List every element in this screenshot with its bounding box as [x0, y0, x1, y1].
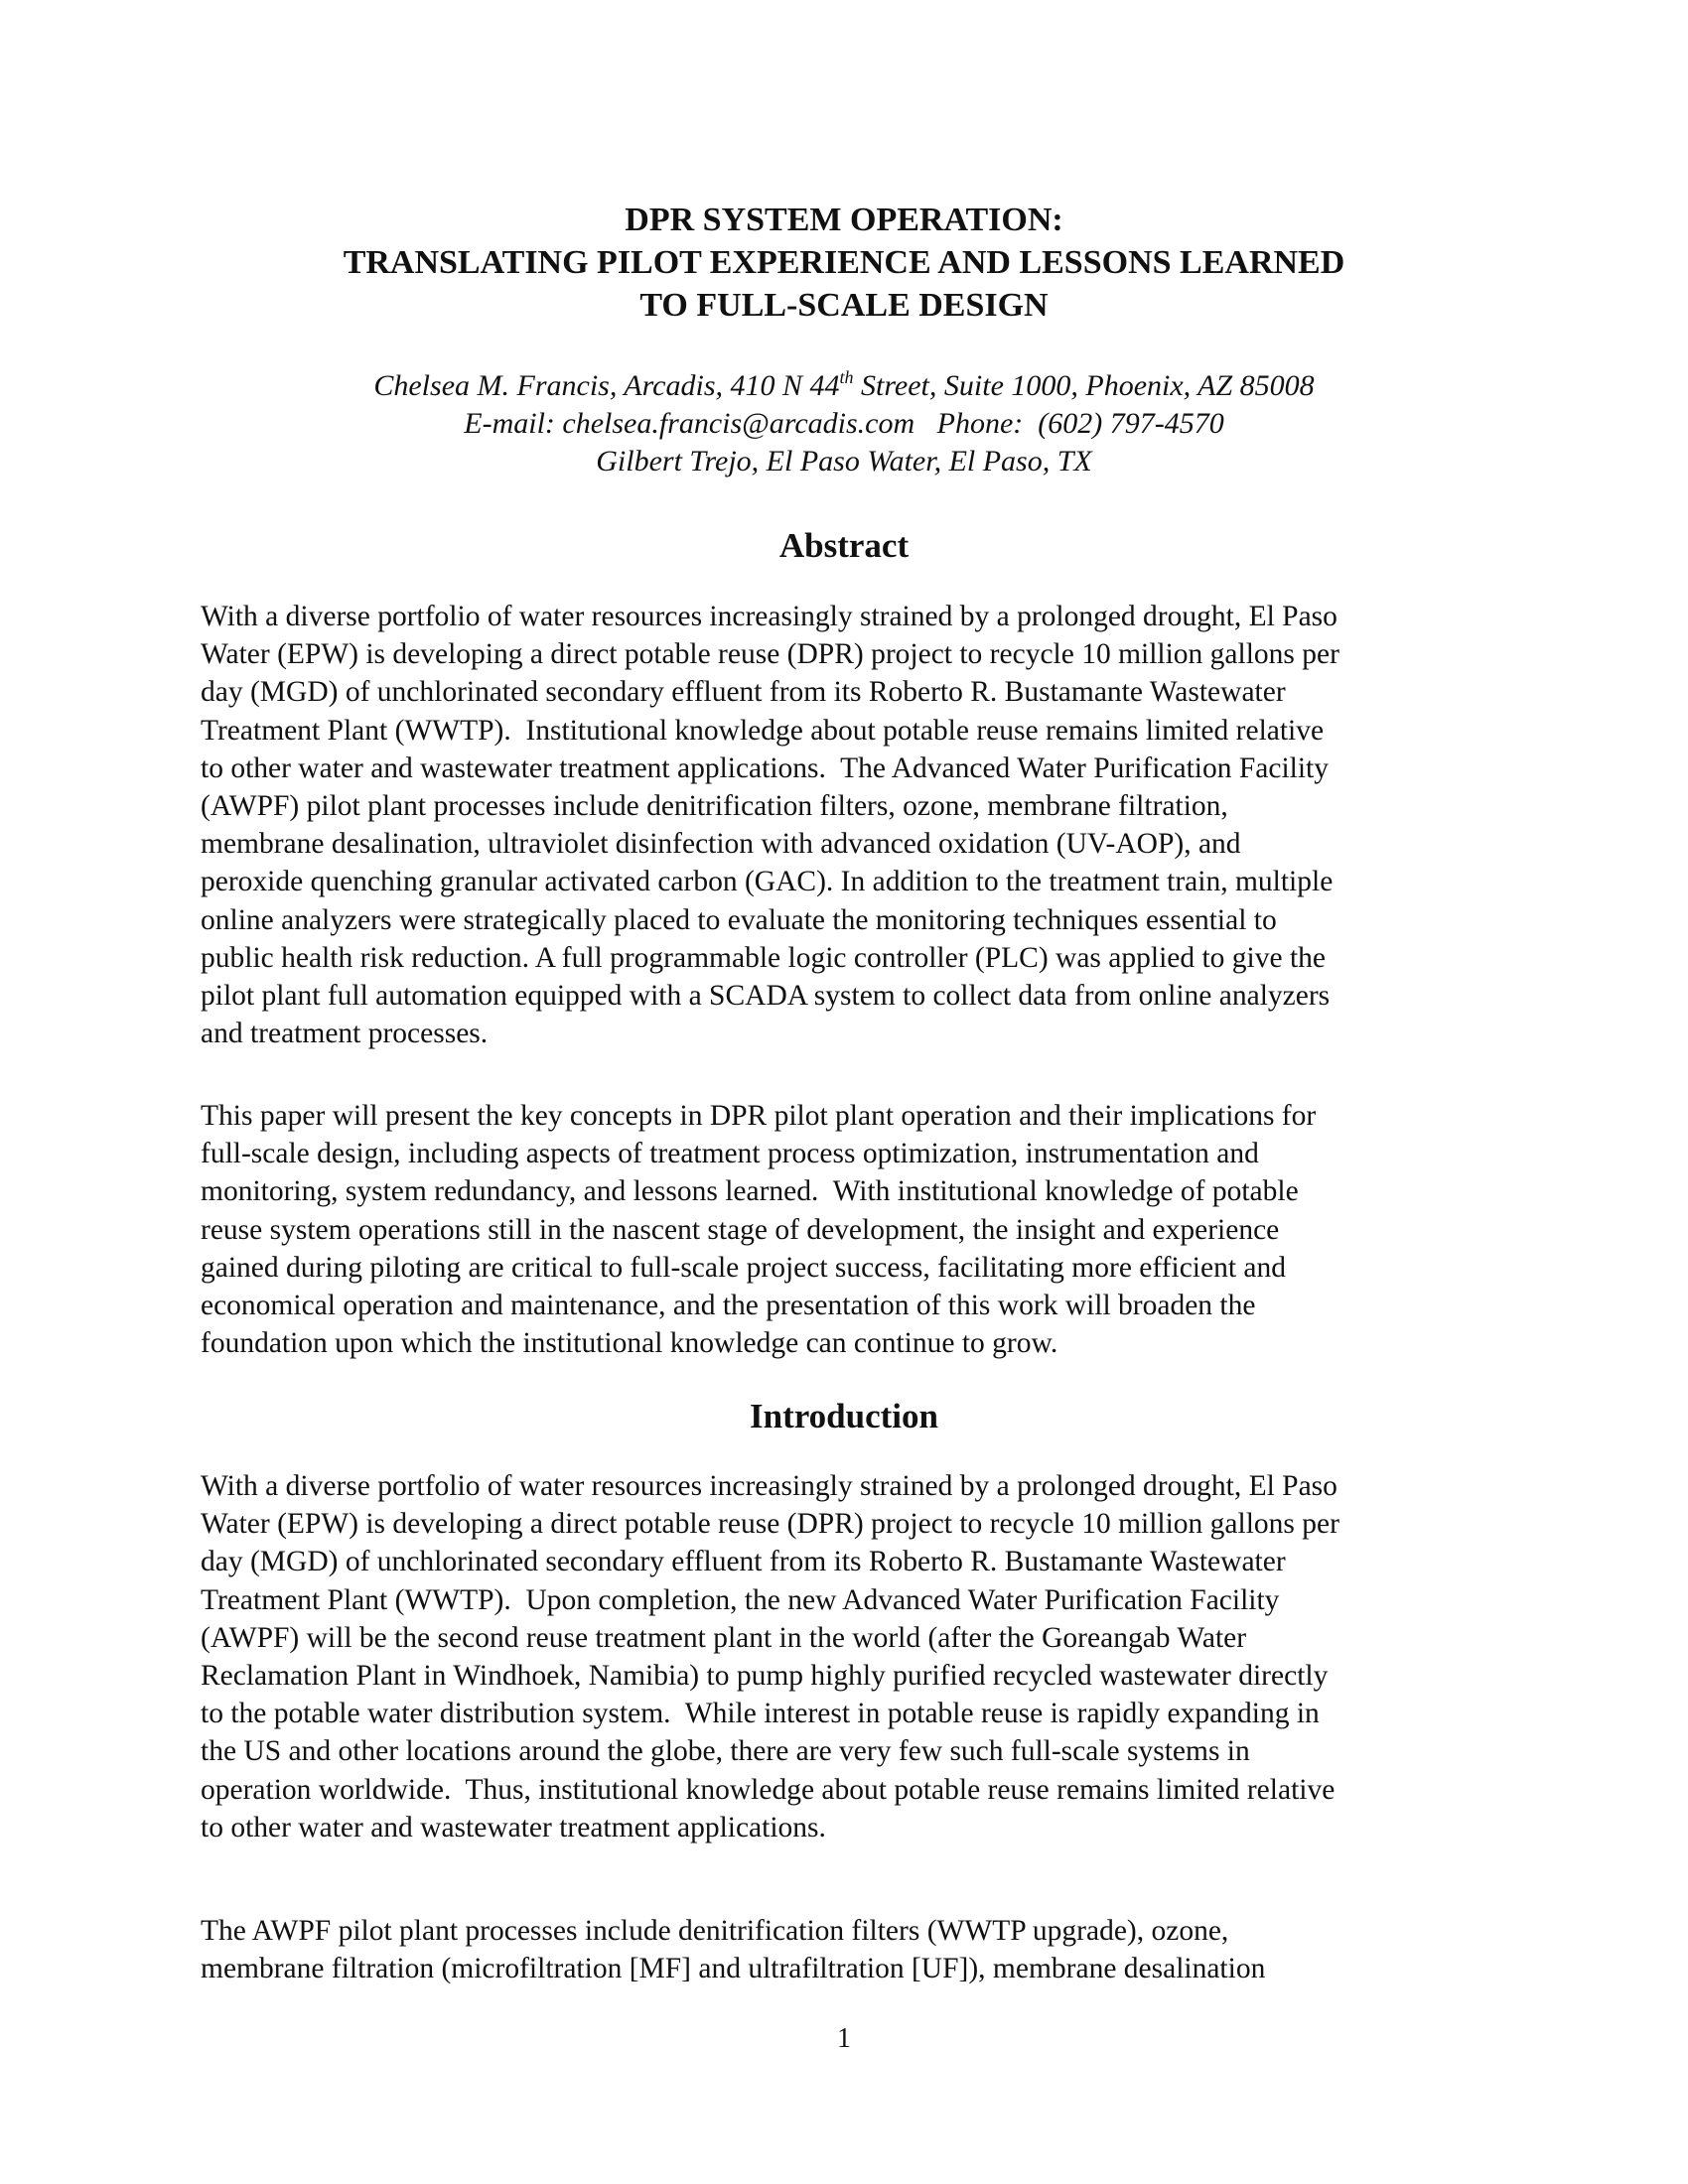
text-line: public health risk reduction. A full programmable logic controller (PLC) was applied to give the — [201, 941, 1327, 974]
text-line: peroxide quenching granular activated carbon (GAC). In addition to the treatment train, multiple — [201, 866, 1334, 898]
text-line: (AWPF) will be the second reuse treatment plant in the world (after the Goreangab Water — [201, 1621, 1247, 1654]
text-line: With a diverse portfolio of water resources increasingly strained by a prolonged drought, El Paso — [201, 1470, 1337, 1502]
text-line: pilot plant full automation equipped with a SCADA system to collect data from online analyzers — [201, 980, 1331, 1013]
paper-title — [0, 199, 1688, 327]
text-line: Reclamation Plant in Windhoek, Namibia) to pump highly purified recycled wastewater directly — [201, 1660, 1329, 1693]
text-line: day (MGD) of unchlorinated secondary effluent from its Roberto R. Bustamante Wastewater — [201, 676, 1286, 709]
text-line: Treatment Plant (WWTP). Institutional knowledge about potable reuse remains limited relative — [201, 714, 1325, 747]
text-line: reuse system operations still in the nascent stage of development, the insight and experience — [201, 1213, 1280, 1246]
text-line: day (MGD) of unchlorinated secondary effluent from its Roberto R. Bustamante Wastewater — [201, 1546, 1286, 1578]
abstract-paragraph-1 — [201, 598, 1501, 1052]
text-line: Water (EPW) is developing a direct potable reuse (DPR) project to recycle 10 million gallons per — [201, 1508, 1339, 1541]
text-line: to other water and wastewater treatment applications. The Advanced Water Purification Facility — [201, 751, 1329, 784]
author-affiliation-line — [0, 367, 1688, 405]
author-contact-line: E-mail: chelsea.francis@arcadis.com Phone: (602) 797-4570 — [464, 407, 1224, 440]
text-line: online analyzers were strategically placed to evaluate the monitoring techniques essential to — [201, 903, 1277, 936]
abstract-paragraph-2 — [201, 1097, 1501, 1362]
text-line: full-scale design, including aspects of treatment process optimization, instrumentation and — [201, 1138, 1259, 1170]
author-affiliation-text: Chelsea M. Francis, Arcadis, 410 N 44 — [373, 369, 840, 402]
text-line: foundation upon which the institutional knowledge can continue to grow. — [201, 1327, 1058, 1360]
text-line: membrane filtration (microfiltration [MF] and ultrafiltration [UF]), membrane desalination — [201, 1953, 1266, 1985]
introduction-paragraph-1 — [201, 1467, 1501, 1846]
text-line: gained during piloting are critical to full-scale project success, facilitating more efficient and — [201, 1251, 1286, 1284]
coauthor-line: Gilbert Trejo, El Paso Water, El Paso, TX — [596, 445, 1092, 478]
text-line: the US and other locations around the globe, there are very few such full-scale systems in — [201, 1735, 1250, 1768]
text-line: Treatment Plant (WWTP). Upon completion, the new Advanced Water Purification Facility — [201, 1583, 1280, 1616]
abstract-heading: Abstract — [778, 526, 910, 565]
title-line: TO FULL-SCALE DESIGN — [639, 287, 1049, 324]
author-block — [0, 367, 1688, 480]
text-line: The AWPF pilot plant processes include denitrification filters (WWTP upgrade), ozone, — [201, 1915, 1229, 1947]
text-line: With a diverse portfolio of water resources increasingly strained by a prolonged drought, El Paso — [201, 601, 1337, 632]
text-line: economical operation and maintenance, and the presentation of this work will broaden the — [201, 1290, 1256, 1322]
text-line: (AWPF) pilot plant processes include denitrification filters, ozone, membrane filtration, — [201, 790, 1228, 823]
text-line: operation worldwide. Thus, institutional knowledge about potable reuse remains limited relative — [201, 1773, 1336, 1806]
title-line: TRANSLATING PILOT EXPERIENCE AND LESSONS LEARNED — [343, 244, 1345, 281]
introduction-heading: Introduction — [750, 1397, 938, 1435]
ordinal-superscript: th — [839, 367, 854, 387]
introduction-paragraph-2 — [201, 1912, 1501, 1987]
text-line: This paper will present the key concepts in DPR pilot plant operation and their implications for — [201, 1100, 1317, 1132]
text-line: membrane desalination, ultraviolet disinfection with advanced oxidation (UV-AOP), and — [201, 828, 1241, 861]
title-line: DPR SYSTEM OPERATION: — [625, 202, 1063, 238]
text-line: monitoring, system redundancy, and lessons learned. With institutional knowledge of potable — [201, 1175, 1299, 1208]
text-line: and treatment processes. — [201, 1018, 489, 1050]
author-address-text: Street, Suite 1000, Phoenix, AZ 85008 — [853, 369, 1315, 402]
page-number: 1 — [837, 2023, 851, 2054]
text-line: to other water and wastewater treatment applications. — [201, 1811, 826, 1843]
text-line: Water (EPW) is developing a direct potable reuse (DPR) project to recycle 10 million gallons per — [201, 638, 1339, 671]
text-line: to the potable water distribution system. While interest in potable reuse is rapidly expanding in — [201, 1698, 1320, 1730]
